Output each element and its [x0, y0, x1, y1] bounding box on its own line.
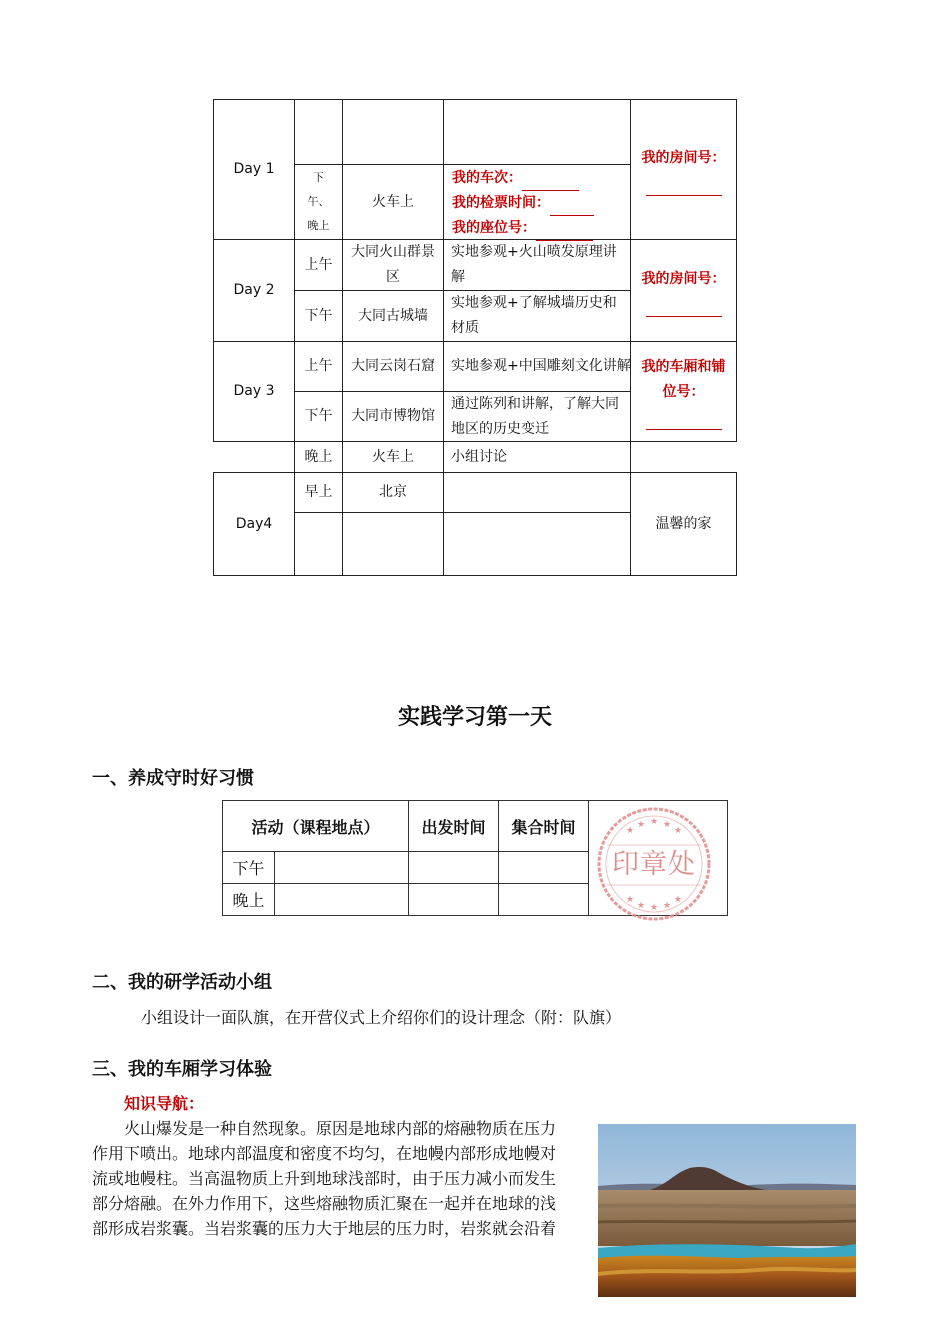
day4-am-label: 早上	[304, 484, 333, 500]
afternoon-activity-field[interactable]	[275, 852, 408, 883]
row-afternoon-label: 下午	[232, 859, 265, 878]
svg-text:★: ★	[663, 820, 672, 830]
day1-period-line3: 晚上	[307, 219, 330, 232]
day1-place: 火车上	[372, 193, 414, 210]
evening-gather-field[interactable]	[499, 884, 588, 915]
svg-text:★: ★	[674, 895, 683, 905]
day1-period-line1: 下	[313, 171, 324, 184]
day2-am-activity: 实地参观+火山喷发原理讲解	[451, 244, 617, 285]
svg-text:★: ★	[650, 903, 659, 913]
section3-heading: 三、我的车厢学习体验	[92, 1059, 272, 1080]
stamp-area	[593, 805, 715, 923]
evening-departure-field[interactable]	[409, 884, 498, 915]
afternoon-gather-field[interactable]	[499, 852, 588, 883]
svg-text:★: ★	[650, 817, 659, 827]
seat-label: 我的座位号：	[452, 220, 536, 236]
svg-text:★: ★	[674, 826, 683, 836]
home-label: 温馨的家	[655, 515, 712, 532]
paragraph-line: 部形成岩浆囊。当岩浆囊的压力大于地层的压力时，岩浆就会沿着	[92, 1219, 557, 1238]
evening-activity: 小组讨论	[451, 448, 507, 465]
room2-info	[631, 267, 736, 317]
day3-label: Day 3	[233, 383, 275, 399]
row-evening-label: 晚上	[232, 891, 265, 910]
evening-label: 晚上	[304, 448, 333, 465]
check-time-blank[interactable]	[550, 200, 594, 216]
day3-am-label: 上午	[304, 358, 333, 374]
volcano-photo	[598, 1124, 856, 1297]
header-departure: 出发时间	[421, 817, 486, 837]
room1-info	[631, 146, 736, 196]
stamp-text: 印章处	[612, 849, 696, 880]
berth-blank[interactable]	[646, 414, 722, 430]
check-time-label: 我的检票时间：	[452, 195, 550, 211]
svg-text:★: ★	[663, 901, 672, 911]
room2-blank[interactable]	[646, 301, 722, 317]
day3-pm-place: 大同市博物馆	[351, 408, 435, 424]
day2-pm-place: 大同古城墙	[358, 307, 428, 324]
page-title: 实践学习第一天	[397, 705, 552, 730]
day3-pm-activity: 通过陈列和讲解，了解大同地区的历史变迁	[451, 395, 619, 437]
day3-pm-label: 下午	[304, 408, 333, 424]
section2-heading: 二、我的研学活动小组	[92, 972, 272, 993]
day3-am-activity: 实地参观+中国雕刻文化讲解	[451, 358, 631, 374]
knowledge-paragraph	[92, 1116, 592, 1241]
header-activity: 活动（课程地点）	[251, 817, 380, 837]
paragraph-line: 火山爆发是一种自然现象。原因是地球内部的熔融物质在压力	[124, 1119, 557, 1138]
room2-label: 我的房间号：	[641, 271, 726, 287]
day4-place: 北京	[379, 484, 407, 500]
day1-period	[295, 165, 342, 239]
train-no-blank[interactable]	[522, 175, 579, 191]
evening-place: 火车上	[372, 448, 414, 465]
day1-period-line2: 午、	[307, 195, 330, 208]
day2-pm-label: 下午	[304, 307, 333, 324]
afternoon-departure-field[interactable]	[409, 852, 498, 883]
paragraph-line: 部分熔融。在外力作用下，这些熔融物质汇聚在一起并在地球的浅	[92, 1194, 557, 1213]
day2-am-label: 上午	[304, 256, 333, 273]
knowledge-nav-label: 知识导航：	[124, 1094, 205, 1113]
header-gather: 集合时间	[511, 817, 576, 837]
svg-text:★: ★	[637, 820, 646, 830]
evening-activity-field[interactable]	[275, 884, 408, 915]
day2-label: Day 2	[233, 282, 275, 298]
berth-label: 我的车厢和铺位号：	[641, 359, 726, 400]
berth-info	[631, 355, 736, 430]
svg-text:★: ★	[637, 901, 646, 911]
paragraph-line: 流或地幔柱。当高温物质上升到地球浅部时，由于压力减小而发生	[92, 1169, 557, 1188]
room1-label: 我的房间号：	[641, 150, 726, 166]
section1-heading: 一、养成守时好习惯	[92, 768, 254, 789]
day1-label: Day 1	[233, 161, 275, 177]
day2-pm-activity: 实地参观+了解城墙历史和材质	[451, 295, 617, 336]
day3-am-place: 大同云岗石窟	[351, 358, 435, 374]
train-no-label: 我的车次：	[452, 170, 522, 186]
seat-blank[interactable]	[536, 225, 593, 241]
day4-label: Day4	[235, 515, 273, 532]
ticket-info	[452, 166, 628, 241]
day2-am-place: 大同火山群景区	[351, 244, 435, 285]
paragraph-line: 作用下喷出。地球内部温度和密度不均匀，在地幔内部形成地幔对	[92, 1144, 557, 1163]
svg-text:★: ★	[626, 895, 635, 905]
svg-text:★: ★	[626, 826, 635, 836]
section2-text: 小组设计一面队旗，在开营仪式上介绍你们的设计理念（附：队旗）	[141, 1008, 622, 1027]
room1-blank[interactable]	[646, 180, 722, 196]
